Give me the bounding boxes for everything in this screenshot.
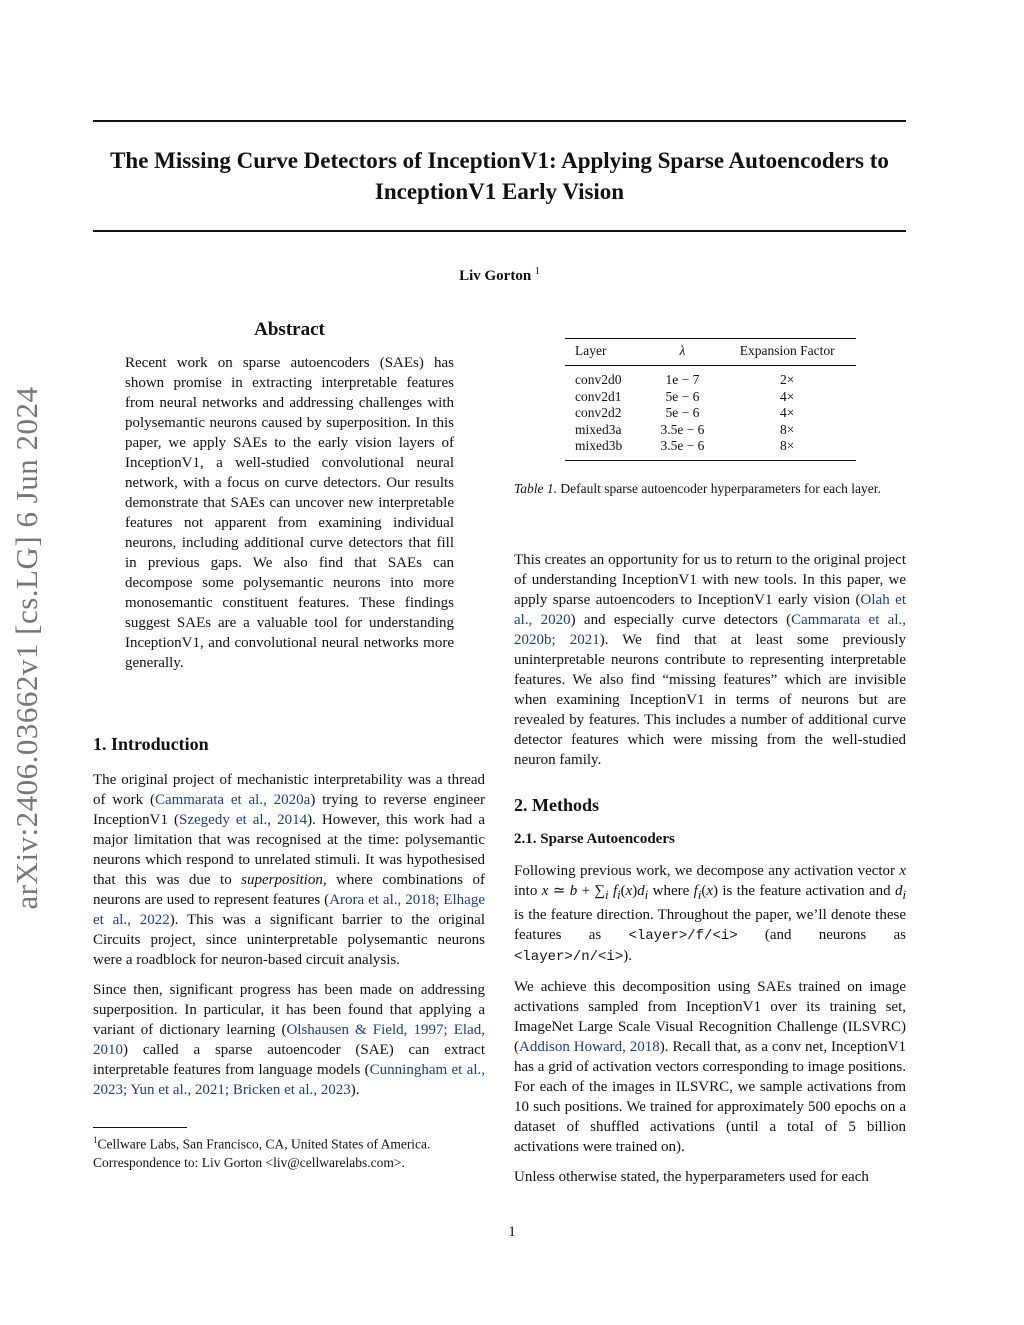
table-caption	[514, 480, 906, 498]
citation-link[interactable]: Cammarata et al., 2020a	[154, 792, 311, 808]
table-cell: mixed3a	[575, 421, 622, 437]
table-header-row	[565, 339, 856, 366]
title-bottom-rule	[93, 230, 906, 232]
title-top-rule	[93, 120, 906, 122]
author-name: Liv Gorton	[459, 268, 532, 284]
footnote-text: Cellware Labs, San Francisco, CA, United States of America. Correspondence to: Liv Gorton <liv@cellwarelabs.com>.	[93, 1136, 431, 1170]
author-line	[93, 266, 906, 285]
table-cell: 5e − 6	[665, 388, 700, 404]
table-cell: 2×	[780, 372, 795, 387]
methods-paragraph-3: Unless otherwise stated, the hyperparameters used for each	[514, 1169, 869, 1185]
table-row	[565, 405, 856, 422]
abstract-heading: Abstract	[254, 319, 325, 340]
methods-paragraph-1: Following previous work, we decompose any activation vector x into x ≃ $b + \sum_i$ $f_i(x)d_i$ where $f_i(x)$ is the feature activation and $d_i$ is the feature direction. Throughout the paper, we’ll denote these features as <layer>/f/<i> (and neurons as <layer>/n/<i>).	[514, 863, 906, 965]
citation-link[interactable]: Olah et al., 2020	[514, 592, 907, 628]
introduction-heading: 1. Introduction	[93, 734, 209, 754]
table-cell: conv2d2	[575, 405, 622, 420]
table-row	[565, 366, 856, 389]
intro-paragraph-2: Since then, significant progress has been made on addressing superposition. In particular, it has been found that applying a variant of dictionary learning (Olshausen & Field, 1997; Elad, 2010) called a sparse autoencoder (SAE) can extract interpretable features from language models (Cunningham et al., 2023; Yun et al., 2021; Bricken et al., 2023).	[93, 982, 485, 1098]
citation-link[interactable]: Arora et al., 2018; Elhage et al., 2022	[93, 892, 485, 928]
table-cell: conv2d0	[575, 372, 622, 387]
methods-heading: 2. Methods	[514, 795, 599, 815]
hyperparameter-table	[565, 338, 856, 461]
introduction-body	[93, 770, 485, 1110]
intro-paragraph-1: The original project of mechanistic interpretability was a thread of work (Cammarata et al., 2020a) trying to reverse engineer InceptionV1 (Szegedy et al., 2014). However, this work had a major limitation that was recognised at the time: polysemantic neurons which respond to unrelated stimuli. It was hypothesised that this was due to superposition, where combinations of neurons are used to represent features (Arora et al., 2018; Elhage et al., 2022). This was a significant barrier to the original Circuits project, since uninterpretable polysemantic neurons were a roadblock for neuron-based circuit analysis.	[93, 772, 486, 968]
neuron-notation-code: <layer>/n/<i>	[514, 949, 624, 965]
table-cell: conv2d1	[575, 388, 622, 404]
author-affiliation-mark: 1	[534, 266, 540, 277]
methods-paragraph-2: We achieve this decomposition using SAEs trained on image activations sampled from InceptionV1 over its training set, ImageNet Large Scale Visual Recognition Challenge (ILSVRC) (Addison Howard, 2018). Recall that, as a conv net, InceptionV1 has a grid of activation vectors corresponding to image positions. For each of the images in ILSVRC, we sample activations from 10 such positions. We trained for approximately 500 epochs on a dataset of shuffled activations (until a total of 5 billion activations were trained on).	[514, 979, 906, 1155]
table-cell: 8×	[780, 421, 795, 437]
right-intro-paragraph: This creates an opportunity for us to return to the original project of understanding InceptionV1 with new tools. In this paper, we apply sparse autoencoders to InceptionV1 early vision (Olah et al., 2020) and especially curve detectors (Cammarata et al., 2020b; 2021). We find that at least some previously uninterpretable neurons contribute to representing interpretable features. We also find “missing features” which are invisible when examining InceptionV1 in terms of neurons but are revealed by features. This includes a number of additional curve detector features which were missing from the well-studied neuron family.	[514, 552, 907, 768]
table-cell: 3.5e − 6	[660, 421, 705, 437]
footnote-mark: 1	[93, 1135, 98, 1145]
table-cell: 5e − 6	[665, 405, 700, 420]
right-intro-body	[514, 550, 906, 780]
arxiv-stamp-text: arXiv:2406.03662v1 [cs.LG] 6 Jun 2024	[9, 386, 44, 910]
abstract-body: Recent work on sparse autoencoders (SAEs) has shown promise in extracting interpretable features from neural networks and addressing challenges with polysemantic neurons caused by superposition. In this paper, we apply SAEs to the early vision layers of InceptionV1, a well-studied convolutional neural network, with a focus on curve detectors. Our results demonstrate that SAEs can uncover new interpretable features not apparent from examining individual neurons, including additional curve detectors that fill in previous gaps. We also find that SAEs can decompose some polysemantic neurons into more monosemantic constituent features. These findings suggest SAEs are a valuable tool for understanding InceptionV1, and convolutional neural networks more generally.	[125, 355, 454, 671]
table-cell: 8×	[780, 438, 795, 453]
citation-link[interactable]: Cammarata et al., 2020b; 2021	[514, 612, 906, 648]
page-number: 1	[508, 1224, 516, 1240]
table-caption-text: Default sparse autoencoder hyperparameters for each layer.	[560, 481, 881, 496]
citation-link[interactable]: Addison Howard, 2018	[519, 1039, 660, 1055]
citation-link[interactable]: Szegedy et al., 2014	[179, 812, 308, 828]
table-header-cell: Layer	[575, 343, 607, 358]
feature-notation-code: <layer>/f/<i>	[628, 928, 738, 944]
paper-title: The Missing Curve Detectors of InceptionV1: Applying Sparse Autoencoders to InceptionV1 Early Vision	[110, 148, 889, 204]
table-header-cell: λ	[679, 343, 686, 358]
citation-link[interactable]: Olshausen & Field, 1997; Elad, 2010	[93, 1022, 485, 1058]
methods-body	[514, 861, 906, 1197]
table-caption-label: Table 1.	[514, 481, 558, 496]
table-cell: 4×	[780, 405, 795, 420]
footnote	[93, 1131, 489, 1172]
table-row	[565, 422, 856, 439]
footnote-rule	[93, 1127, 187, 1128]
sparse-autoencoders-subheading: 2.1. Sparse Autoencoders	[514, 831, 675, 847]
table-cell: 4×	[780, 388, 795, 404]
table-cell: mixed3b	[575, 438, 623, 453]
table-cell: 1e − 7	[665, 372, 700, 387]
table-row	[565, 438, 856, 460]
table-cell: 3.5e − 6	[660, 438, 705, 453]
citation-link[interactable]: Cunningham et al., 2023; Yun et al., 2021; Bricken et al., 2023	[93, 1062, 485, 1098]
table-row	[565, 389, 856, 406]
table-header-cell: Expansion Factor	[739, 343, 835, 358]
